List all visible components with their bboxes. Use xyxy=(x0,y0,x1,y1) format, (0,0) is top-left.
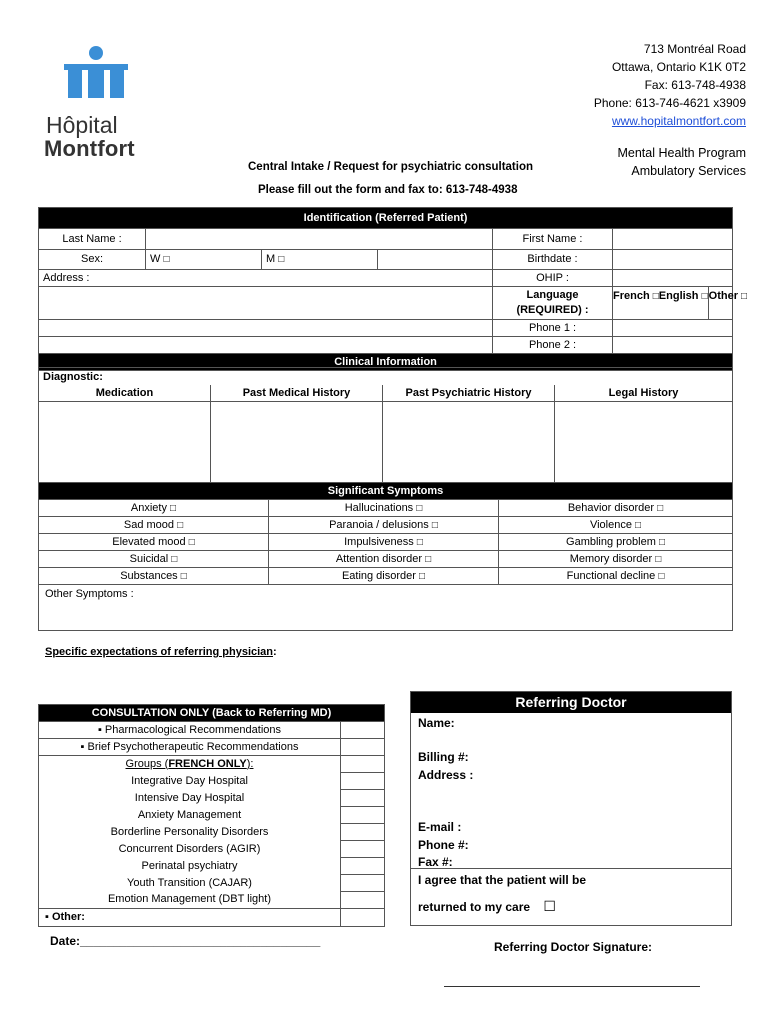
symptom-paranoia[interactable] xyxy=(269,517,499,534)
checkbox-icon[interactable]: □ xyxy=(701,291,708,302)
phone1-input[interactable] xyxy=(613,320,733,337)
checkbox-icon[interactable]: □ xyxy=(655,553,662,565)
group-item: Intensive Day Hospital xyxy=(39,790,341,807)
spacer xyxy=(378,250,493,270)
consult-checkbox[interactable] xyxy=(341,858,385,875)
hospital-logo xyxy=(62,44,132,104)
expectations-label xyxy=(45,646,277,658)
language-other[interactable] xyxy=(708,287,747,319)
consult-item: ▪ Pharmacological Recommendations xyxy=(39,722,341,739)
symptom-label: Anxiety xyxy=(130,501,167,514)
date-field[interactable]: Date:____________________________________ xyxy=(50,934,321,948)
consult-checkbox[interactable] xyxy=(341,739,385,756)
symptom-eating[interactable] xyxy=(269,568,499,585)
identification-header: Identification (Referred Patient) xyxy=(39,208,733,229)
symptom-gambling[interactable] xyxy=(499,534,733,551)
address-line: 713 Montréal Road xyxy=(643,42,746,56)
website-link[interactable]: www.hopitalmontfort.com xyxy=(611,114,746,128)
language-french[interactable] xyxy=(613,287,659,319)
symptom-violence[interactable] xyxy=(499,517,733,534)
consultation-header: CONSULTATION ONLY (Back to Referring MD) xyxy=(39,705,385,722)
consult-checkbox[interactable] xyxy=(341,875,385,892)
symptoms-header: Significant Symptoms xyxy=(39,483,733,500)
last-name-input[interactable] xyxy=(146,229,493,250)
address-line: Ottawa, Ontario K1K 0T2 xyxy=(611,60,746,74)
birthdate-input[interactable] xyxy=(613,250,733,270)
consult-checkbox[interactable] xyxy=(341,773,385,790)
signature-label: Referring Doctor Signature: xyxy=(494,940,653,954)
address-line: Phone: 613-746-4621 x3909 xyxy=(593,96,746,110)
agree-divider xyxy=(411,868,731,869)
consult-other[interactable]: ▪ Other: xyxy=(39,909,341,927)
phone2-label: Phone 2 : xyxy=(493,337,613,354)
clinical-header: Clinical Information xyxy=(39,354,733,371)
ohip-input[interactable] xyxy=(613,270,733,287)
symptom-behavior[interactable] xyxy=(499,500,733,517)
sex-label: Sex: xyxy=(39,250,146,270)
medical-history-input[interactable] xyxy=(211,402,383,483)
french-label: French xyxy=(613,290,650,302)
medication-header: Medication xyxy=(39,385,211,402)
language-english[interactable] xyxy=(659,287,708,319)
consult-checkbox[interactable] xyxy=(341,756,385,773)
first-name-input[interactable] xyxy=(613,229,733,250)
address-input-line[interactable] xyxy=(39,287,493,320)
symptom-substances[interactable] xyxy=(39,568,269,585)
expectations-text: Specific expectations of referring physician xyxy=(45,646,274,658)
consult-checkbox[interactable] xyxy=(341,807,385,824)
consult-checkbox[interactable] xyxy=(341,841,385,858)
groups-suffix: ): xyxy=(246,757,254,770)
checkbox-icon[interactable]: □ xyxy=(163,254,170,265)
group-item: Anxiety Management xyxy=(39,807,341,824)
form-instruction: Please fill out the form and fax to: 613-748-4938 xyxy=(258,184,518,196)
checkbox-icon[interactable]: □ xyxy=(419,570,426,582)
groups-prefix: Groups ( xyxy=(125,757,169,770)
address-label: Address : xyxy=(39,270,493,287)
checkbox-icon[interactable]: □ xyxy=(635,519,642,531)
groups-bold: FRENCH ONLY xyxy=(168,757,247,770)
groups-label xyxy=(39,756,341,773)
referring-header: Referring Doctor xyxy=(411,692,731,713)
returned-label: returned to my care xyxy=(418,900,531,914)
symptom-sad-mood[interactable] xyxy=(39,517,269,534)
consultation-table xyxy=(38,704,385,927)
sex-m-label: M xyxy=(266,253,276,265)
checkbox-icon[interactable]: □ xyxy=(652,291,659,302)
consult-checkbox[interactable] xyxy=(341,790,385,807)
psychiatric-history-header: Past Psychiatric History xyxy=(383,385,555,402)
group-item: Borderline Personality Disorders xyxy=(39,824,341,841)
program-line: Ambulatory Services xyxy=(631,164,746,178)
consult-checkbox[interactable] xyxy=(341,824,385,841)
consult-checkbox[interactable] xyxy=(341,909,385,927)
logo-line2: Montfort xyxy=(44,136,135,161)
checkbox-icon[interactable]: □ xyxy=(658,536,665,548)
birthdate-label: Birthdate : xyxy=(493,250,613,270)
checkbox-icon[interactable]: □ xyxy=(416,502,423,514)
group-item: Emotion Management (DBT light) xyxy=(39,892,341,909)
returned-text xyxy=(418,898,556,915)
checkbox-icon[interactable]: □ xyxy=(741,291,748,302)
symptom-memory[interactable] xyxy=(499,551,733,568)
referring-doctor-box xyxy=(410,691,732,926)
symptom-hallucinations[interactable] xyxy=(269,500,499,517)
language-line1: Language xyxy=(526,289,579,301)
last-name-label: Last Name : xyxy=(39,229,146,250)
address-line: Fax: 613-748-4938 xyxy=(644,78,746,92)
symptom-elevated-mood[interactable] xyxy=(39,534,269,551)
symptom-anxiety[interactable] xyxy=(39,500,269,517)
symptom-label: Behavior disorder xyxy=(567,501,655,514)
consult-checkbox[interactable] xyxy=(341,722,385,739)
symptom-label: Hallucinations xyxy=(344,501,414,514)
checkbox-icon[interactable]: □ xyxy=(170,502,177,514)
doctor-address-label: Address : xyxy=(418,768,474,782)
symptom-label: Eating disorder xyxy=(341,569,416,582)
checkbox-icon[interactable]: □ xyxy=(180,570,187,582)
checkbox-icon[interactable]: □ xyxy=(278,254,285,265)
checkbox-icon[interactable]: □ xyxy=(416,536,423,548)
checkbox-icon[interactable]: □ xyxy=(431,519,438,531)
checkbox-icon[interactable]: □ xyxy=(658,570,665,582)
english-label: English xyxy=(658,290,699,302)
sex-w-option[interactable] xyxy=(146,250,262,270)
group-item: Integrative Day Hospital xyxy=(39,773,341,790)
doctor-name-label: Name: xyxy=(418,716,455,730)
consult-item: ▪ Brief Psychotherapeutic Recommendations xyxy=(39,739,341,756)
email-label: E-mail : xyxy=(418,820,462,834)
sex-m-option[interactable] xyxy=(262,250,378,270)
symptom-label: Gambling problem xyxy=(566,535,656,548)
doctor-phone-label: Phone #: xyxy=(418,838,469,852)
phone1-label: Phone 1 : xyxy=(493,320,613,337)
symptom-label: Suicidal xyxy=(129,552,169,565)
symptom-functional-decline[interactable] xyxy=(499,568,733,585)
symptom-label: Memory disorder xyxy=(569,552,653,565)
clinical-table xyxy=(38,367,733,483)
program-info xyxy=(617,144,746,180)
address-input-line[interactable] xyxy=(39,320,493,337)
signature-line[interactable] xyxy=(444,986,700,987)
form-title: Central Intake / Request for psychiatric consultation xyxy=(248,161,534,173)
checkbox-icon[interactable]: □ xyxy=(657,502,664,514)
symptom-label: Violence xyxy=(589,518,632,531)
agree-checkbox[interactable]: ☐ xyxy=(543,898,556,914)
symptom-label: Elevated mood xyxy=(112,535,186,548)
symptom-label: Functional decline xyxy=(566,569,656,582)
symptom-impulsiveness[interactable] xyxy=(269,534,499,551)
sex-w-label: W xyxy=(150,253,161,265)
diagnostic-label: Diagnostic: xyxy=(39,368,733,386)
symptom-attention[interactable] xyxy=(269,551,499,568)
legal-history-input[interactable] xyxy=(555,402,733,483)
symptom-label: Impulsiveness xyxy=(344,535,414,548)
checkbox-icon[interactable]: □ xyxy=(177,519,184,531)
language-options[interactable] xyxy=(613,287,748,320)
phone2-input[interactable] xyxy=(613,337,733,354)
symptom-label: Substances xyxy=(120,569,178,582)
billing-label: Billing #: xyxy=(418,750,469,764)
group-item: Concurrent Disorders (AGIR) xyxy=(39,841,341,858)
symptoms-table xyxy=(38,482,733,631)
other-label: Other xyxy=(708,290,738,302)
logo-line1: Hôpital xyxy=(46,112,118,138)
symptom-label: Attention disorder xyxy=(335,552,423,565)
consult-checkbox[interactable] xyxy=(341,892,385,909)
first-name-label: First Name : xyxy=(493,229,613,250)
legal-history-header: Legal History xyxy=(555,385,733,402)
psychiatric-history-input[interactable] xyxy=(383,402,555,483)
checkbox-icon[interactable]: □ xyxy=(171,553,178,565)
symptom-label: Sad mood xyxy=(123,518,175,531)
language-label xyxy=(493,287,613,320)
checkbox-icon[interactable]: □ xyxy=(188,536,195,548)
doctor-fax-label: Fax #: xyxy=(418,855,453,869)
checkbox-icon[interactable]: □ xyxy=(425,553,432,565)
medical-history-header: Past Medical History xyxy=(211,385,383,402)
medication-input[interactable] xyxy=(39,402,211,483)
identification-table xyxy=(38,207,748,371)
group-item: Youth Transition (CAJAR) xyxy=(39,875,341,892)
program-line: Mental Health Program xyxy=(617,146,746,160)
symptom-label: Paranoia / delusions xyxy=(329,518,429,531)
language-line2: (REQUIRED) : xyxy=(516,304,589,316)
other-symptoms-field[interactable]: Other Symptoms : xyxy=(39,585,733,631)
expectations-colon: : xyxy=(273,646,277,658)
agree-text: I agree that the patient will be xyxy=(418,873,587,887)
hospital-address xyxy=(594,40,746,130)
address-input-line[interactable] xyxy=(39,337,493,354)
ohip-label: OHIP : xyxy=(493,270,613,287)
symptom-suicidal[interactable] xyxy=(39,551,269,568)
group-item: Perinatal psychiatry xyxy=(39,858,341,875)
